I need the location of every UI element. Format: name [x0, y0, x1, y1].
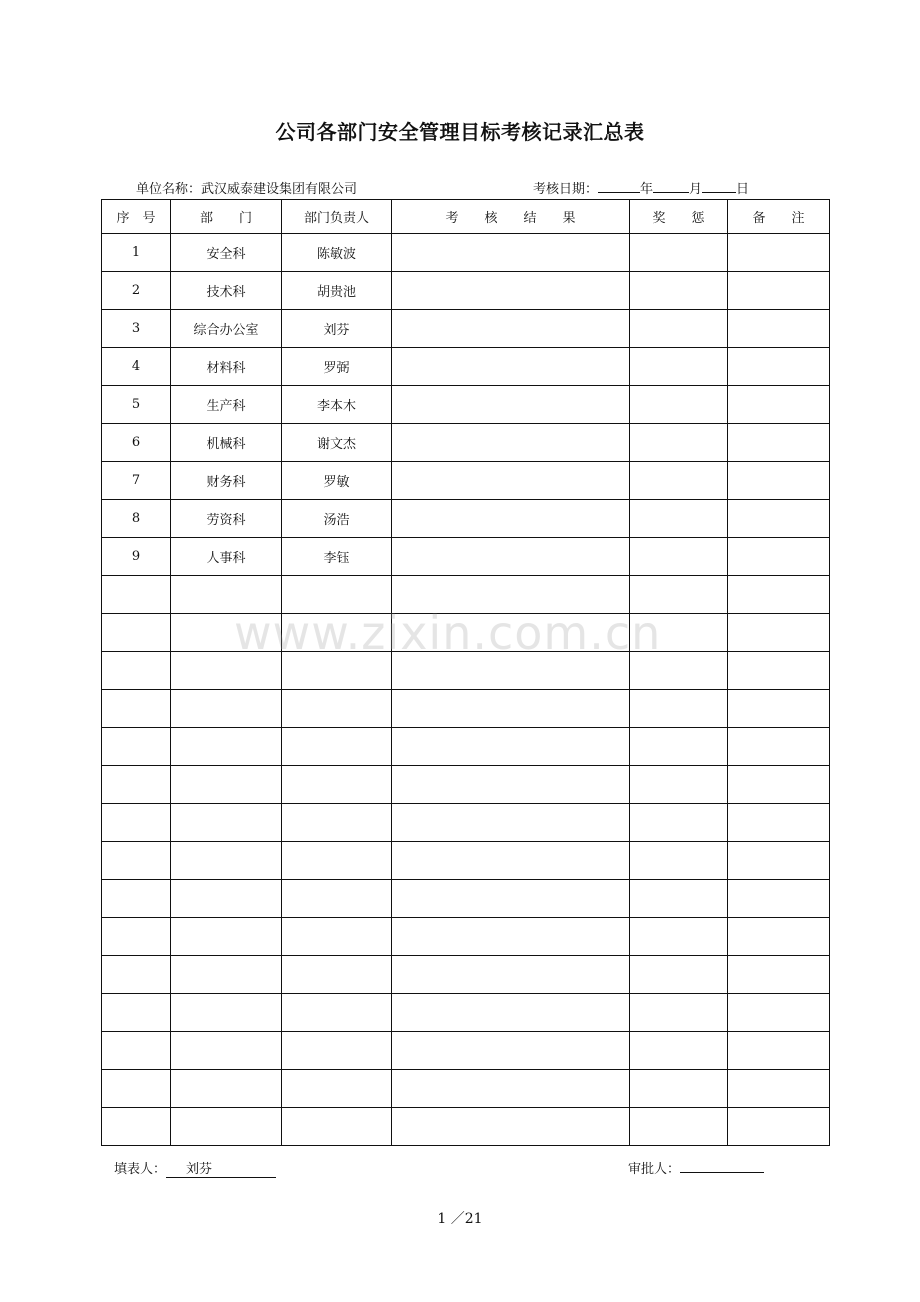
- empty-cell: [630, 842, 728, 880]
- empty-table-row: [102, 994, 830, 1032]
- empty-cell: [282, 1108, 392, 1146]
- empty-cell: [171, 1032, 282, 1070]
- empty-cell: [171, 690, 282, 728]
- empty-cell: [171, 1070, 282, 1108]
- cell-result: [392, 234, 630, 272]
- table-row: [102, 234, 830, 272]
- empty-cell: [102, 728, 171, 766]
- table-row: [102, 348, 830, 386]
- document-title: 公司各部门安全管理目标考核记录汇总表: [275, 120, 645, 144]
- empty-cell: [102, 1108, 171, 1146]
- approver-blank: [680, 1160, 764, 1173]
- cell-dept: 安全科: [171, 234, 282, 272]
- empty-table-row: [102, 842, 830, 880]
- cell-result: [392, 538, 630, 576]
- empty-cell: [282, 614, 392, 652]
- header-manager: 部门负责人: [282, 200, 392, 234]
- cell-no: 8: [102, 500, 171, 538]
- empty-cell: [630, 728, 728, 766]
- empty-cell: [102, 1032, 171, 1070]
- empty-cell: [392, 880, 630, 918]
- cell-reward: [630, 386, 728, 424]
- empty-cell: [282, 994, 392, 1032]
- empty-cell: [630, 652, 728, 690]
- empty-cell: [171, 1108, 282, 1146]
- empty-cell: [392, 1032, 630, 1070]
- header-reward: 奖 惩: [630, 200, 728, 234]
- empty-table-row: [102, 1108, 830, 1146]
- empty-cell: [728, 652, 830, 690]
- empty-cell: [630, 1108, 728, 1146]
- cell-reward: [630, 538, 728, 576]
- empty-cell: [102, 576, 171, 614]
- cell-manager: 罗敏: [282, 462, 392, 500]
- cell-remark: [728, 538, 830, 576]
- table-row: [102, 272, 830, 310]
- empty-table-row: [102, 880, 830, 918]
- empty-cell: [728, 1108, 830, 1146]
- empty-cell: [102, 956, 171, 994]
- empty-cell: [392, 614, 630, 652]
- empty-cell: [282, 728, 392, 766]
- empty-cell: [728, 690, 830, 728]
- cell-no: 4: [102, 348, 171, 386]
- unit-name-line: [136, 178, 357, 197]
- empty-table-row: [102, 1070, 830, 1108]
- empty-cell: [171, 804, 282, 842]
- cell-manager: 谢文杰: [282, 424, 392, 462]
- month-label: 月: [689, 182, 703, 197]
- cell-manager: 陈敏波: [282, 234, 392, 272]
- assessment-table: [101, 199, 830, 1146]
- empty-cell: [630, 918, 728, 956]
- approver-line: [628, 1158, 764, 1177]
- empty-table-row: [102, 956, 830, 994]
- header-no: 序 号: [102, 200, 171, 234]
- empty-cell: [171, 842, 282, 880]
- cell-dept: 生产科: [171, 386, 282, 424]
- table-row: [102, 462, 830, 500]
- empty-table-row: [102, 652, 830, 690]
- empty-cell: [728, 842, 830, 880]
- empty-table-row: [102, 804, 830, 842]
- empty-cell: [728, 1070, 830, 1108]
- empty-cell: [630, 880, 728, 918]
- empty-cell: [392, 766, 630, 804]
- cell-dept: 技术科: [171, 272, 282, 310]
- empty-cell: [102, 842, 171, 880]
- month-blank: [653, 180, 689, 193]
- empty-cell: [171, 576, 282, 614]
- empty-cell: [392, 994, 630, 1032]
- empty-cell: [171, 728, 282, 766]
- empty-cell: [171, 614, 282, 652]
- cell-reward: [630, 500, 728, 538]
- cell-remark: [728, 310, 830, 348]
- empty-cell: [282, 956, 392, 994]
- cell-reward: [630, 272, 728, 310]
- empty-table-row: [102, 766, 830, 804]
- empty-cell: [630, 994, 728, 1032]
- cell-result: [392, 310, 630, 348]
- approver-label: 审批人：: [628, 1162, 681, 1177]
- cell-no: 3: [102, 310, 171, 348]
- cell-result: [392, 424, 630, 462]
- page-number: 1 ／21: [437, 1211, 483, 1227]
- empty-cell: [282, 1032, 392, 1070]
- empty-cell: [392, 1108, 630, 1146]
- empty-cell: [630, 1032, 728, 1070]
- empty-cell: [102, 652, 171, 690]
- cell-dept: 劳资科: [171, 500, 282, 538]
- empty-cell: [282, 690, 392, 728]
- empty-cell: [392, 842, 630, 880]
- table-row: [102, 310, 830, 348]
- empty-cell: [728, 728, 830, 766]
- empty-table-row: [102, 690, 830, 728]
- empty-cell: [102, 1070, 171, 1108]
- empty-cell: [282, 804, 392, 842]
- cell-dept: 材料科: [171, 348, 282, 386]
- empty-cell: [630, 1070, 728, 1108]
- empty-table-row: [102, 576, 830, 614]
- empty-cell: [728, 1032, 830, 1070]
- empty-cell: [728, 918, 830, 956]
- assessment-date-label: 考核日期：: [533, 182, 599, 197]
- empty-cell: [392, 918, 630, 956]
- empty-cell: [171, 918, 282, 956]
- filler-label: 填表人：: [114, 1162, 167, 1177]
- cell-manager: 罗弼: [282, 348, 392, 386]
- empty-cell: [171, 766, 282, 804]
- empty-cell: [392, 728, 630, 766]
- empty-cell: [282, 880, 392, 918]
- cell-dept: 财务科: [171, 462, 282, 500]
- cell-remark: [728, 500, 830, 538]
- filler-line: [114, 1158, 276, 1178]
- empty-cell: [392, 804, 630, 842]
- header-remark: 备 注: [728, 200, 830, 234]
- table-row: [102, 538, 830, 576]
- day-blank: [702, 180, 736, 193]
- empty-cell: [392, 690, 630, 728]
- cell-no: 7: [102, 462, 171, 500]
- empty-cell: [392, 576, 630, 614]
- empty-cell: [728, 880, 830, 918]
- cell-remark: [728, 348, 830, 386]
- empty-table-row: [102, 1032, 830, 1070]
- empty-cell: [282, 576, 392, 614]
- cell-manager: 李钰: [282, 538, 392, 576]
- empty-cell: [171, 956, 282, 994]
- cell-reward: [630, 424, 728, 462]
- table-row: [102, 500, 830, 538]
- empty-cell: [171, 880, 282, 918]
- empty-cell: [630, 576, 728, 614]
- cell-no: 6: [102, 424, 171, 462]
- empty-cell: [282, 652, 392, 690]
- empty-cell: [630, 956, 728, 994]
- empty-cell: [728, 766, 830, 804]
- empty-table-row: [102, 728, 830, 766]
- cell-manager: 胡贵池: [282, 272, 392, 310]
- empty-cell: [392, 956, 630, 994]
- empty-cell: [102, 880, 171, 918]
- empty-cell: [102, 614, 171, 652]
- cell-result: [392, 386, 630, 424]
- empty-cell: [392, 652, 630, 690]
- empty-table-row: [102, 614, 830, 652]
- empty-cell: [171, 994, 282, 1032]
- cell-no: 2: [102, 272, 171, 310]
- empty-cell: [102, 766, 171, 804]
- empty-cell: [102, 690, 171, 728]
- cell-dept: 综合办公室: [171, 310, 282, 348]
- empty-cell: [728, 804, 830, 842]
- cell-reward: [630, 348, 728, 386]
- cell-dept: 人事科: [171, 538, 282, 576]
- cell-result: [392, 462, 630, 500]
- empty-cell: [102, 804, 171, 842]
- cell-no: 9: [102, 538, 171, 576]
- empty-cell: [728, 576, 830, 614]
- empty-cell: [282, 1070, 392, 1108]
- cell-manager: 汤浩: [282, 500, 392, 538]
- header-dept: 部 门: [171, 200, 282, 234]
- empty-cell: [630, 804, 728, 842]
- empty-cell: [630, 766, 728, 804]
- cell-manager: 李本木: [282, 386, 392, 424]
- empty-cell: [282, 918, 392, 956]
- empty-cell: [630, 690, 728, 728]
- cell-result: [392, 348, 630, 386]
- empty-table-row: [102, 918, 830, 956]
- year-label: 年: [640, 182, 654, 197]
- empty-cell: [282, 766, 392, 804]
- watermark: www.zixin.com.cn: [234, 606, 662, 660]
- day-label: 日: [736, 182, 750, 197]
- cell-reward: [630, 310, 728, 348]
- table-row: [102, 424, 830, 462]
- table-row: [102, 386, 830, 424]
- cell-reward: [630, 462, 728, 500]
- empty-cell: [102, 994, 171, 1032]
- empty-cell: [630, 614, 728, 652]
- empty-cell: [171, 652, 282, 690]
- cell-result: [392, 500, 630, 538]
- cell-remark: [728, 234, 830, 272]
- filler-value: 刘芬: [166, 1158, 276, 1178]
- cell-remark: [728, 462, 830, 500]
- empty-cell: [102, 918, 171, 956]
- empty-cell: [728, 994, 830, 1032]
- cell-remark: [728, 424, 830, 462]
- empty-cell: [728, 614, 830, 652]
- unit-name-value: 武汉威泰建设集团有限公司: [201, 182, 358, 197]
- cell-no: 5: [102, 386, 171, 424]
- empty-cell: [392, 1070, 630, 1108]
- unit-name-label: 单位名称：: [136, 182, 202, 197]
- header-result: 考 核 结 果: [392, 200, 630, 234]
- cell-reward: [630, 234, 728, 272]
- cell-result: [392, 272, 630, 310]
- cell-no: 1: [102, 234, 171, 272]
- empty-cell: [728, 956, 830, 994]
- cell-remark: [728, 386, 830, 424]
- cell-manager: 刘芬: [282, 310, 392, 348]
- cell-remark: [728, 272, 830, 310]
- table-body: [102, 234, 830, 1146]
- table-header-row: [102, 200, 830, 234]
- empty-cell: [282, 842, 392, 880]
- cell-dept: 机械科: [171, 424, 282, 462]
- year-blank: [598, 180, 640, 193]
- assessment-date-line: [533, 178, 749, 197]
